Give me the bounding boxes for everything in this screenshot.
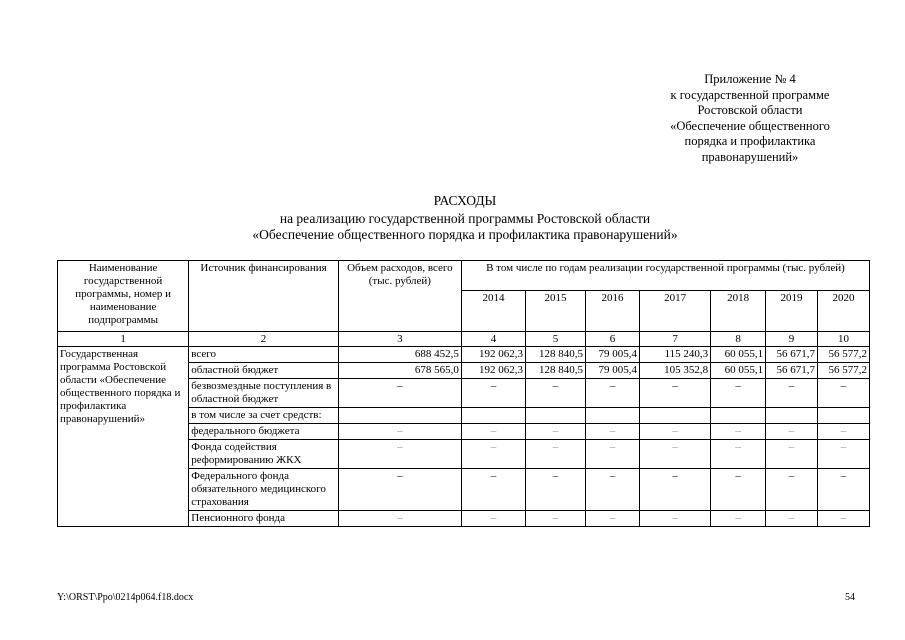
year-header: 2015: [526, 291, 586, 332]
year-value-cell: 56 577,2: [818, 363, 870, 379]
total-cell: –: [338, 511, 461, 527]
year-value-cell: 192 062,3: [461, 347, 525, 363]
year-value-cell: –: [711, 440, 766, 469]
year-value-cell: [461, 408, 525, 424]
source-cell: Фонда содействия реформированию ЖКХ: [189, 440, 339, 469]
year-value-cell: –: [818, 511, 870, 527]
year-value-cell: –: [766, 469, 818, 511]
year-value-cell: [818, 408, 870, 424]
year-value-cell: 79 005,4: [586, 363, 640, 379]
year-value-cell: –: [526, 469, 586, 511]
appendix-line: к государственной программе: [670, 87, 830, 102]
year-value-cell: 56 671,7: [766, 363, 818, 379]
year-value-cell: [639, 408, 710, 424]
year-value-cell: 60 055,1: [711, 347, 766, 363]
year-value-cell: –: [818, 379, 870, 408]
column-index: 1: [58, 332, 189, 347]
table-row: [58, 347, 870, 363]
year-value-cell: 192 062,3: [461, 363, 525, 379]
source-cell: Федерального фонда обязательного медицинского страхования: [189, 469, 339, 511]
appendix-line: правонарушений»: [701, 149, 799, 164]
page-number: 54: [845, 592, 855, 603]
year-value-cell: –: [461, 469, 525, 511]
year-header: 2016: [586, 291, 640, 332]
year-value-cell: –: [818, 469, 870, 511]
column-index-row: [58, 332, 870, 347]
year-value-cell: –: [766, 379, 818, 408]
year-value-cell: –: [586, 469, 640, 511]
document-title: РАСХОДЫ: [433, 193, 497, 208]
document-subtitle-program: «Обеспечение общественного порядка и профилактика правонарушений»: [252, 227, 678, 242]
table-header-row: [58, 261, 870, 291]
footer-file-path: Y:\ORST\Ppo\0214p064.f18.docx: [57, 592, 194, 603]
year-value-cell: –: [586, 379, 640, 408]
column-index: 3: [338, 332, 461, 347]
year-value-cell: [526, 408, 586, 424]
year-value-cell: –: [766, 424, 818, 440]
source-cell: Пенсионного фонда: [189, 511, 339, 527]
year-value-cell: 128 840,5: [526, 363, 586, 379]
total-cell: –: [338, 379, 461, 408]
year-value-cell: –: [711, 379, 766, 408]
total-cell: 678 565,0: [338, 363, 461, 379]
year-value-cell: –: [586, 511, 640, 527]
appendix-line: «Обеспечение общественного: [670, 118, 830, 133]
year-value-cell: –: [526, 424, 586, 440]
year-value-cell: –: [766, 440, 818, 469]
total-cell: –: [338, 469, 461, 511]
header-volume: Объем расходов, всего (тыс. рублей): [338, 261, 461, 332]
year-value-cell: –: [461, 379, 525, 408]
year-header: 2017: [639, 291, 710, 332]
year-value-cell: –: [639, 469, 710, 511]
year-value-cell: 56 577,2: [818, 347, 870, 363]
source-cell: всего: [189, 347, 339, 363]
source-cell: безвозмездные поступления в областной бюджет: [189, 379, 339, 408]
year-value-cell: –: [526, 440, 586, 469]
header-source: Источник финансирования: [189, 261, 339, 332]
source-cell: федерального бюджета: [189, 424, 339, 440]
year-value-cell: –: [711, 469, 766, 511]
year-value-cell: –: [711, 511, 766, 527]
year-value-cell: 60 055,1: [711, 363, 766, 379]
year-value-cell: [586, 408, 640, 424]
year-value-cell: –: [818, 424, 870, 440]
column-index: 8: [711, 332, 766, 347]
appendix-line: Приложение № 4: [704, 72, 796, 86]
year-value-cell: –: [766, 511, 818, 527]
year-value-cell: –: [711, 424, 766, 440]
column-index: 9: [766, 332, 818, 347]
document-subtitle: на реализацию государственной программы Ростовской области: [279, 211, 651, 226]
year-value-cell: –: [586, 424, 640, 440]
year-value-cell: [711, 408, 766, 424]
appendix-line: порядка и профилактика: [684, 134, 816, 148]
year-value-cell: –: [639, 424, 710, 440]
year-value-cell: –: [639, 511, 710, 527]
year-value-cell: –: [586, 440, 640, 469]
year-value-cell: –: [526, 379, 586, 408]
year-value-cell: –: [526, 511, 586, 527]
year-value-cell: –: [639, 379, 710, 408]
year-value-cell: 56 671,7: [766, 347, 818, 363]
year-header: 2018: [711, 291, 766, 332]
total-cell: 688 452,5: [338, 347, 461, 363]
column-index: 7: [639, 332, 710, 347]
column-index: 2: [189, 332, 339, 347]
header-name: Наименование государственной программы, номер и наименование подпрограммы: [58, 261, 189, 332]
appendix-block: [630, 72, 870, 165]
year-value-cell: –: [461, 424, 525, 440]
column-index: 10: [818, 332, 870, 347]
column-index: 5: [526, 332, 586, 347]
total-cell: –: [338, 440, 461, 469]
year-value-cell: 115 240,3: [639, 347, 710, 363]
expenses-table: [57, 260, 870, 527]
total-cell: [338, 408, 461, 424]
year-header: 2019: [766, 291, 818, 332]
header-years-group: В том числе по годам реализации государственной программы (тыс. рублей): [461, 261, 869, 291]
year-value-cell: –: [639, 440, 710, 469]
column-index: 6: [586, 332, 640, 347]
year-value-cell: 79 005,4: [586, 347, 640, 363]
source-cell: в том числе за счет средств:: [189, 408, 339, 424]
source-cell: областной бюджет: [189, 363, 339, 379]
year-value-cell: –: [818, 440, 870, 469]
year-value-cell: 105 352,8: [639, 363, 710, 379]
appendix-line: Ростовской области: [697, 103, 803, 117]
column-index: 4: [461, 332, 525, 347]
total-cell: –: [338, 424, 461, 440]
year-value-cell: 128 840,5: [526, 347, 586, 363]
year-header: 2014: [461, 291, 525, 332]
year-value-cell: [766, 408, 818, 424]
program-name-cell: Государственная программа Ростовской области «Обеспечение общественного порядка и профилактика правонарушений»: [58, 347, 189, 527]
year-value-cell: –: [461, 440, 525, 469]
year-value-cell: –: [461, 511, 525, 527]
year-header: 2020: [818, 291, 870, 332]
